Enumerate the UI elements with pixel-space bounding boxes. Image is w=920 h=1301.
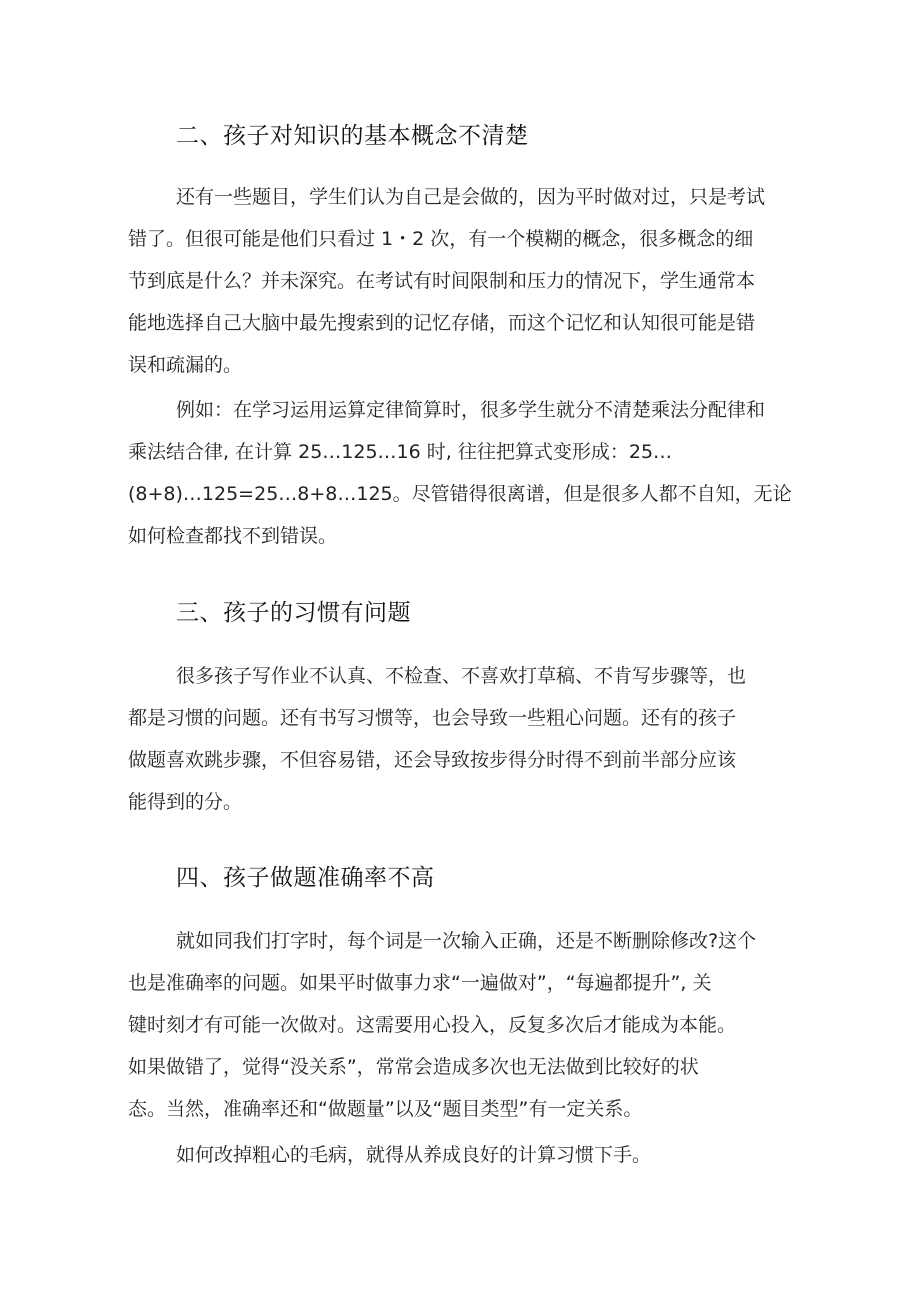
paragraph-example (128, 389, 796, 557)
paragraph-line: 都是习惯的问题。还有书写习惯等，也会导致一些粗心问题。还有的孩子 (128, 707, 737, 729)
section-heading-4: 四、孩子做题准确率不高 (176, 865, 435, 891)
paragraph-line: 能得到的分。 (128, 791, 243, 813)
paragraph-line: 如何改掉粗心的毛病，就得从养成良好的计算习惯下手。 (176, 1144, 652, 1166)
paragraph-line: 能地选择自己大脑中最先搜索到的记忆存储，而这个记忆和认知很可能是错 (128, 312, 756, 334)
paragraph-habits (128, 655, 796, 823)
paragraph-line: 就如同我们打字时，每个词是一次输入正确，还是不断删除修改?这个 (176, 930, 757, 952)
paragraph-line: 误和疏漏的。 (128, 354, 243, 376)
paragraph-line: 还有一些题目，学生们认为自己是会做的，因为平时做对过，只是考试 (176, 186, 766, 208)
paragraph-conclusion (176, 1134, 796, 1176)
paragraph-accuracy (128, 920, 796, 1130)
paragraph-concepts (128, 176, 796, 386)
paragraph-line: 键时刻才有可能一次做对。这需要用心投入，反复多次后才能成为本能。 (128, 1014, 737, 1036)
paragraph-line: 如果做错了，觉得“没关系”，常常会造成多次也无法做到比较好的状 (128, 1056, 699, 1078)
paragraph-line: 乘法结合律, 在计算 25…125…16 时, 往往把算式变形成：25… (128, 441, 673, 463)
paragraph-line: 如何检查都找不到错误。 (128, 525, 338, 547)
paragraph-line: 态。当然，准确率还和“做题量”以及“题目类型”有一定关系。 (128, 1098, 643, 1120)
paragraph-line: 很多孩子写作业不认真、不检查、不喜欢打草稿、不肯写步骤等，也 (176, 665, 747, 687)
paragraph-line: 节到底是什么？并未深究。在考试有时间限制和压力的情况下，学生通常本 (128, 270, 756, 292)
paragraph-line: 错了。但很可能是他们只看过 1・2 次，有一个模糊的概念，很多概念的细 (128, 228, 754, 250)
paragraph-line: 也是准确率的问题。如果平时做事力求“一遍做对”，“每遍都提升”, 关 (128, 972, 712, 994)
paragraph-line: (8+8)…125=25…8+8…125。尽管错得很离谱，但是很多人都不自知，无论 (128, 483, 792, 505)
section-heading-3: 三、孩子的习惯有问题 (176, 600, 411, 626)
paragraph-line: 例如：在学习运用运算定律简算时，很多学生就分不清楚乘法分配律和 (176, 399, 766, 421)
section-heading-2: 二、孩子对知识的基本概念不清楚 (176, 123, 529, 149)
paragraph-line: 做题喜欢跳步骤，不但容易错，还会导致按步得分时得不到前半部分应该 (128, 749, 737, 771)
